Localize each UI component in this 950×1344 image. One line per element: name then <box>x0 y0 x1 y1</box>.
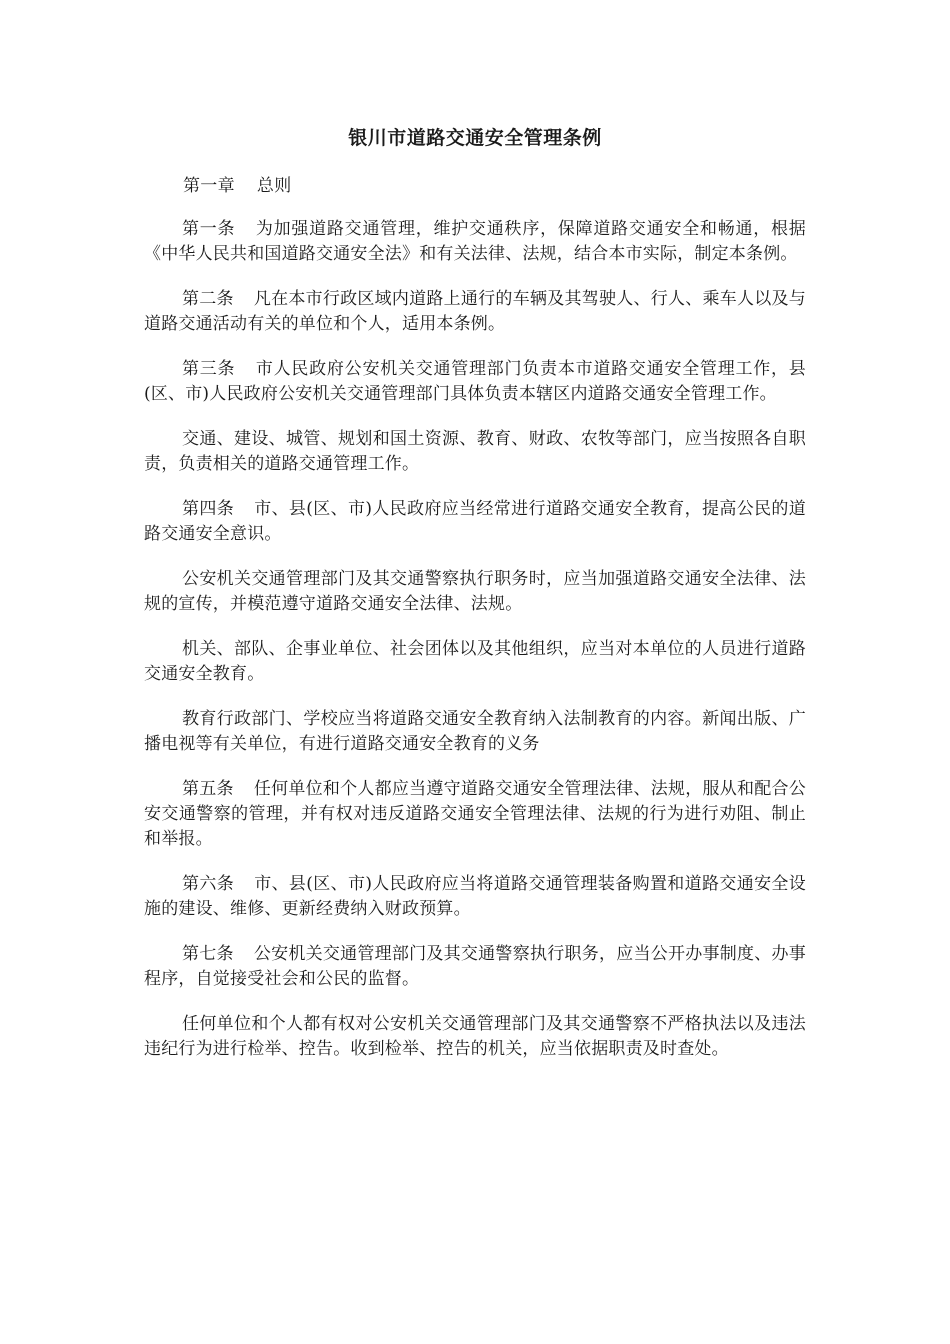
document-title: 银川市道路交通安全管理条例 <box>348 127 602 149</box>
paragraph <box>144 637 806 687</box>
paragraph-text: 交通、建设、城管、规划和国土资源、教育、财政、农牧等部门，应当按照各自职责，负责相关的道路交通管理工作。 <box>144 429 806 474</box>
paragraph-text: 任何单位和个人都有权对公安机关交通管理部门及其交通警察不严格执法以及违法违纪行为进行检举、控告。收到检举、控告的机关，应当依据职责及时查处。 <box>144 1014 806 1059</box>
paragraph <box>144 707 806 757</box>
article-number: 第三条 <box>182 359 236 379</box>
paragraph <box>144 287 806 337</box>
article-number: 第六条 <box>182 874 235 894</box>
chapter-label: 第一章 <box>183 176 235 196</box>
paragraph <box>144 872 806 922</box>
document-body <box>144 217 806 1082</box>
paragraph <box>144 217 806 267</box>
chapter-heading <box>183 174 292 198</box>
chapter-name: 总则 <box>256 176 292 196</box>
paragraph-text: 教育行政部门、学校应当将道路交通安全教育纳入法制教育的内容。新闻出版、广播电视等有关单位，有进行道路交通安全教育的义务 <box>144 709 806 754</box>
paragraph <box>144 357 806 407</box>
article-number: 第一条 <box>182 219 236 239</box>
paragraph <box>144 942 806 992</box>
paragraph <box>144 427 806 477</box>
paragraph <box>144 567 806 617</box>
article-number: 第二条 <box>182 289 234 309</box>
paragraph-text: 机关、部队、企事业单位、社会团体以及其他组织，应当对本单位的人员进行道路交通安全教育。 <box>144 639 806 684</box>
article-number: 第七条 <box>182 944 234 964</box>
paragraph-text: 市人民政府公安机关交通管理部门负责本市道路交通安全管理工作，县(区、市)人民政府公安机关交通管理部门具体负责本辖区内道路交通安全管理工作。 <box>144 359 806 404</box>
paragraph-text: 公安机关交通管理部门及其交通警察执行职务，应当公开办事制度、办事程序，自觉接受社会和公民的监督。 <box>144 944 806 989</box>
paragraph <box>144 497 806 547</box>
paragraph-text: 市、县(区、市)人民政府应当经常进行道路交通安全教育，提高公民的道路交通安全意识。 <box>144 499 806 544</box>
paragraph-text: 为加强道路交通管理，维护交通秩序，保障道路交通安全和畅通，根据《中华人民共和国道路交通安全法》和有关法律、法规，结合本市实际，制定本条例。 <box>144 219 806 264</box>
paragraph <box>144 777 806 852</box>
paragraph-text: 市、县(区、市)人民政府应当将道路交通管理装备购置和道路交通安全设施的建设、维修、更新经费纳入财政预算。 <box>144 874 806 919</box>
paragraph <box>144 1012 806 1062</box>
paragraph-text: 凡在本市行政区域内道路上通行的车辆及其驾驶人、行人、乘车人以及与道路交通活动有关的单位和个人，适用本条例。 <box>144 289 806 334</box>
paragraph-text: 任何单位和个人都应当遵守道路交通安全管理法律、法规，服从和配合公安交通警察的管理，并有权对违反道路交通安全管理法律、法规的行为进行劝阻、制止和举报。 <box>144 779 806 849</box>
paragraph-text: 公安机关交通管理部门及其交通警察执行职务时，应当加强道路交通安全法律、法规的宣传，并模范遵守道路交通安全法律、法规。 <box>144 569 806 614</box>
article-number: 第五条 <box>182 779 234 799</box>
article-number: 第四条 <box>182 499 235 519</box>
